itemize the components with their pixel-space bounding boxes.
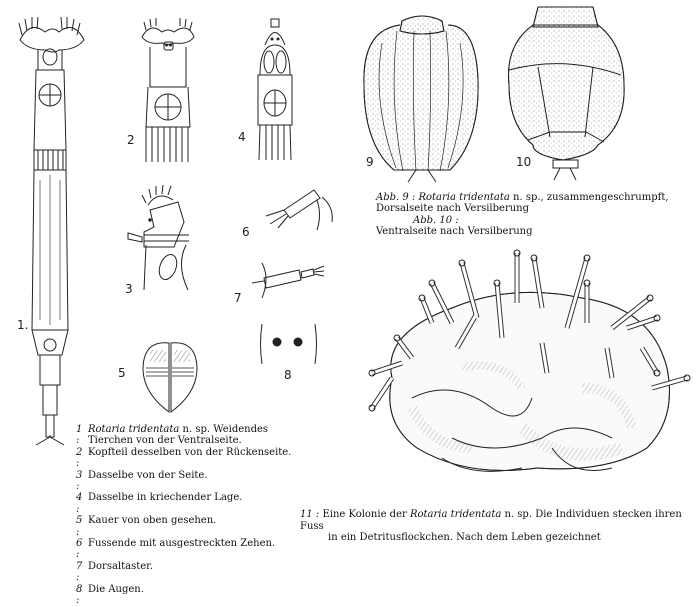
caption-figure-11: 11 : Eine Kolonie der Rotaria tridentata n. sp. Die Individuen stecken ihren Fuss in ein Detritusflockchen. Nach dem Leben gezeichnet bbox=[300, 509, 682, 543]
figure-label-7: 7 bbox=[234, 291, 242, 305]
figure-7-drawing bbox=[252, 258, 342, 303]
legend-item-5: 5 : Kauer von oben gesehen. bbox=[76, 515, 217, 538]
legend-item-7: 7 : Dorsaltaster. bbox=[76, 560, 154, 584]
caption-figure-10: Abb. 10 : Ventralseite nach Versilberung bbox=[376, 215, 533, 237]
figure-label-3: 3 bbox=[125, 282, 133, 296]
figure-6-drawing bbox=[262, 182, 342, 242]
figure-label-5: 5 bbox=[118, 366, 126, 380]
figure-label-6: 6 bbox=[242, 225, 250, 239]
figure-2-drawing bbox=[138, 12, 198, 162]
figure-label-9: 9 bbox=[366, 155, 374, 169]
figure-9-drawing bbox=[362, 3, 482, 188]
legend-item-8: 8 : Die Augen. bbox=[76, 583, 144, 607]
figure-8-drawing bbox=[260, 322, 320, 367]
figure-label-1: 1. bbox=[17, 318, 29, 332]
legend-item-3: 3 : Dasselbe von der Seite. bbox=[76, 469, 208, 493]
figure-legend-1-8 bbox=[76, 424, 306, 607]
figure-11-colony-drawing bbox=[352, 248, 692, 493]
figure-label-4: 4 bbox=[238, 130, 246, 144]
figure-label-8: 8 bbox=[284, 368, 292, 382]
legend-item-6: 6 : Fussende mit ausgestreckten Zehen. bbox=[76, 538, 276, 561]
figure-5-drawing bbox=[140, 340, 200, 415]
figure-1-drawing bbox=[10, 5, 90, 455]
legend-item-4: 4 : Dasselbe in kriechender Lage. bbox=[76, 492, 243, 515]
figure-4-drawing bbox=[250, 15, 300, 165]
figure-label-2: 2 bbox=[127, 133, 135, 147]
figure-label-10: 10 bbox=[516, 155, 532, 169]
legend-item-2: 2 : Kopfteil desselben von der Rückenseite. bbox=[76, 446, 292, 470]
legend-item-1: 1 : Rotaria tridentata n. sp. Weidendes Tierchen von der Ventralseite. bbox=[76, 424, 269, 447]
caption-figure-9: Abb. 9 : Rotaria tridentata n. sp., zusammengeschrumpft, Dorsalseite nach Versilberung bbox=[376, 192, 669, 214]
figure-3-drawing bbox=[128, 185, 208, 295]
